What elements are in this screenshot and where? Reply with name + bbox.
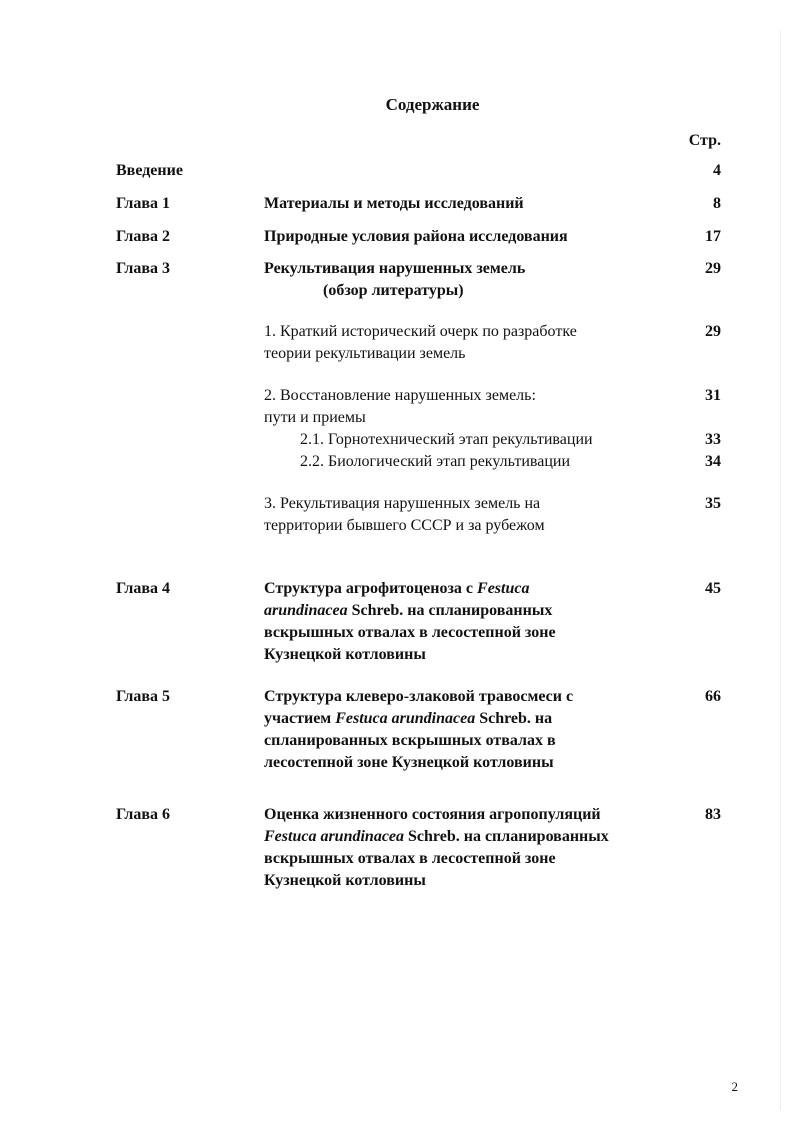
- chapter2-title: Природные условия района исследования: [264, 228, 568, 245]
- chapter3-title-line1: Рекультивация нарушенных земель: [264, 260, 526, 277]
- chapter6-title-line1: Оценка жизненного состояния агропопуляций: [264, 806, 601, 823]
- chapter4-species-epithet: arundinacea: [264, 602, 348, 619]
- chapter5-text: участием: [264, 710, 336, 727]
- chapter6-species: Festuca arundinacea: [264, 828, 405, 845]
- chapter4-title-line1: [264, 578, 529, 600]
- chapter5-species: Festuca arundinacea: [335, 710, 476, 727]
- chapter2-label: Глава 2: [116, 228, 170, 245]
- chapter4-page: 45: [705, 580, 721, 597]
- scan-edge-line: [780, 30, 781, 1110]
- chapter5-title-line4: лесостепной зоне Кузнецкой котловины: [264, 754, 554, 771]
- chapter5-page: 66: [705, 688, 721, 705]
- chapter6-text: Schreb. на спланированных: [404, 828, 609, 845]
- chapter5-title-line3: спланированных вскрышных отвалах в: [264, 732, 556, 749]
- chapter1-title: Материалы и методы исследований: [264, 195, 524, 212]
- section1-line1: 1. Краткий исторический очерк по разработке: [264, 323, 577, 340]
- page-title: Содержание: [385, 95, 480, 114]
- chapter1-label: Глава 1: [116, 195, 170, 212]
- chapter6-label: Глава 6: [116, 806, 170, 823]
- chapter4-label: Глава 4: [116, 580, 170, 597]
- chapter6-page: 83: [705, 806, 721, 823]
- chapter6-title-line4: Кузнецкой котловины: [264, 872, 426, 889]
- section3-line1: 3. Рекультивация нарушенных земель на: [264, 495, 541, 512]
- chapter3-page: 29: [705, 260, 721, 277]
- intro-page: 4: [713, 162, 721, 179]
- section2-line2: пути и приемы: [264, 409, 366, 426]
- chapter6-title-line2: [264, 826, 609, 848]
- chapter5-label: Глава 5: [116, 688, 170, 705]
- section2-page: 31: [705, 387, 721, 404]
- intro-label: Введение: [116, 162, 183, 179]
- section1-page: 29: [705, 323, 721, 340]
- page-number: 2: [731, 1079, 738, 1094]
- section3-page: 35: [705, 495, 721, 512]
- chapter6-title-line3: вскрышных отвалах в лесостепной зоне: [264, 850, 556, 867]
- chapter3-title-line2: (обзор литературы): [323, 282, 464, 299]
- chapter2-page: 17: [705, 228, 721, 245]
- chapter4-title-line4: Кузнецкой котловины: [264, 646, 426, 663]
- chapter4-text: Schreb. на спланированных: [347, 602, 553, 619]
- chapter4-title-line3: вскрышных отвалах в лесостепной зоне: [264, 624, 556, 641]
- chapter4-text: Структура агрофитоценоза с: [264, 580, 478, 597]
- chapter5-title-line2: [264, 708, 552, 730]
- chapter4-title-line2: [264, 600, 552, 622]
- section2-2-text: 2.2. Биологический этап рекультивации: [300, 453, 571, 470]
- section2-line1: 2. Восстановление нарушенных земель:: [264, 387, 536, 404]
- section2-1-text: 2.1. Горнотехнический этап рекультивации: [300, 431, 593, 448]
- chapter5-text: Schreb. на: [475, 710, 553, 727]
- section2-1-page: 33: [705, 431, 721, 448]
- page-column-header: Стр.: [688, 132, 721, 149]
- chapter1-page: 8: [713, 195, 721, 212]
- chapter4-species-name: Festuca: [477, 580, 530, 597]
- section3-line2: территории бывшего СССР и за рубежом: [264, 517, 545, 534]
- section1-line2: теории рекультивации земель: [264, 345, 466, 362]
- chapter3-label: Глава 3: [116, 260, 170, 277]
- section2-2-page: 34: [705, 453, 721, 470]
- chapter5-title-line1: Структура клеверо-злаковой травосмеси с: [264, 688, 574, 705]
